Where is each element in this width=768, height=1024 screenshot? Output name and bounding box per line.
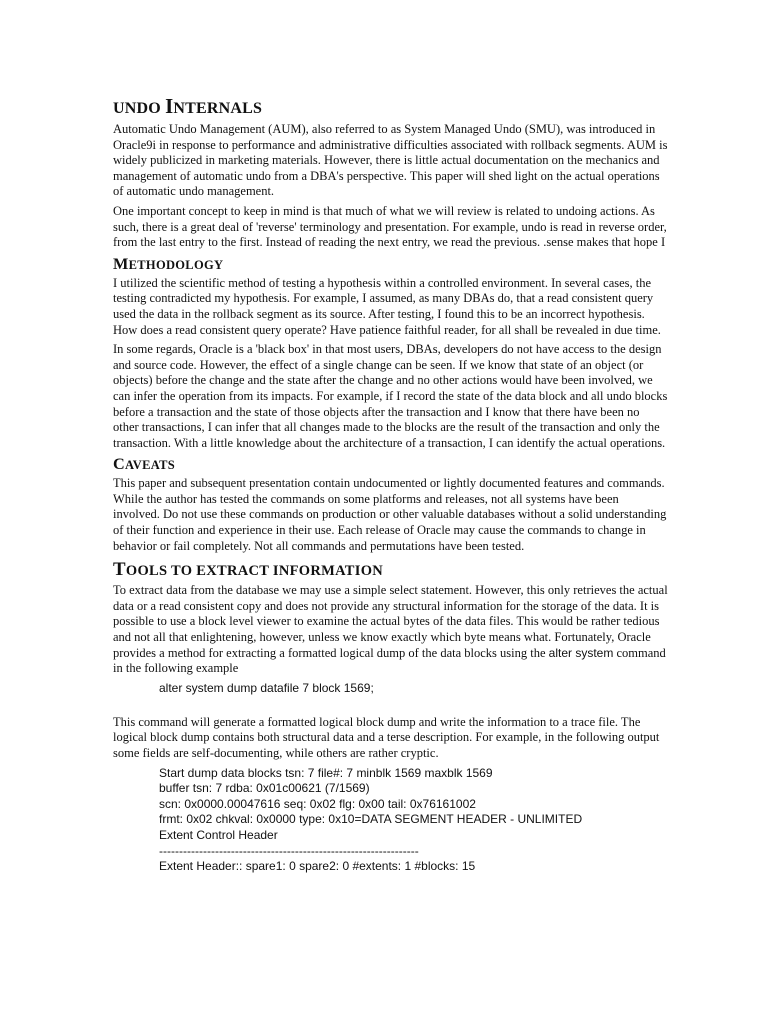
dump-separator: ----------------------------------------------------------------- xyxy=(159,843,419,858)
title-rest: NTERNALS xyxy=(173,100,263,117)
intro-paragraph-1: Automatic Undo Management (AUM), also referred to as System Managed Undo (SMU), was introduced in Oracle9i in response to performance and administrative difficulties associated with rollback segments. AUM is widely publicized in marketing materials. However, there is little actual documentation on the mechanics and management of automatic undo from a DBA's perspective. This paper will shed light on the actual operations of automatic undo management. xyxy=(113,122,668,199)
caveats-rest: AVEATS xyxy=(125,458,176,473)
dump-line: Extent Control Header xyxy=(159,827,278,842)
methodology-paragraph-2: In some regards, Oracle is a 'black box' in that most users, DBAs, developers do not have access to the design and source code. However, the effect of a single change can be seen. If we know that state of an object (or objects) before the change and the state after the change and no other actions would have been involved, we can infer the operation from its impacts. For example, if I record the state of the data block and all undo blocks before a transaction and the state of those objects after the transaction and I know that there have been no other transactions, I can infer that all changes made to the blocks are the result of the transaction and only the transaction. With a little knowledge about the architecture of a transaction, I can identify the actual operations. xyxy=(113,342,668,450)
caveats-paragraph: This paper and subsequent presentation contain undocumented or lightly documented features and commands. While the author has tested the commands on some platforms and releases, not all systems have been involved. Do not use these commands on production or other valuable databases without a solid understanding of their function and experience in their use. Each release of Oracle may cause the commands to change in behavior or fail completely. Not all commands and permutations have been tested. xyxy=(113,476,667,553)
block-dump-output xyxy=(159,766,668,875)
command-example: alter system dump datafile 7 block 1569; xyxy=(159,680,374,695)
tools-paragraph-1-tail: command in the following example xyxy=(113,645,666,676)
tools-paragraph-1-text: To extract data from the database we may use a simple select statement. However, this only retrieves the actual data or a read consistent copy and does not provide any structural information for the storage of the data. It is possible to use a block level viewer to examine the actual bytes of the data files. This would be rather tedious and not all that enlightening, however, unless we know exactly which byte means what. Fortunately, Oracle provides a method for extracting a formatted logical dump of the data blocks using the xyxy=(113,583,668,660)
tools-paragraph-1 xyxy=(113,583,668,677)
methodology-initial: M xyxy=(113,254,129,273)
intro-paragraph-2: One important concept to keep in mind is that much of what we will review is related to undoing actions. As such, there is a great deal of 'reverse' terminology and presentation. For example, undo is read in reverse order, from the last entry to the first. Instead of reading the next entry, we read the previous. .sense makes that hope I xyxy=(113,203,667,250)
tools-rest: OOLS TO EXTRACT INFORMATION xyxy=(125,563,384,580)
caveats-initial: C xyxy=(113,455,126,474)
title-first: UNDO xyxy=(113,100,166,117)
methodology-paragraph-1: I utilized the scientific method of testing a hypothesis within a controlled environment. In several cases, the testing contradicted my hypothesis. For example, I assumed, as many DBAs do, that a read consistent query used the data in the rollback segment as its source. After testing, I found this to be an incorrect hypothesis. How does a read consistent query operate? Have patience faithful reader, for all shall be revealed in due time. xyxy=(113,275,661,337)
dump-line: frmt: 0x02 chkval: 0x0000 type: 0x10=DATA SEGMENT HEADER - UNLIMITED xyxy=(159,812,583,827)
tools-initial: T xyxy=(113,559,126,581)
caveats-heading xyxy=(113,455,668,474)
page-title xyxy=(113,95,668,119)
methodology-rest: ETHODOLOGY xyxy=(128,257,224,272)
dump-line: buffer tsn: 7 rdba: 0x01c00621 (7/1569) xyxy=(159,781,370,796)
dump-line: Start dump data blocks tsn: 7 file#: 7 minblk 1569 maxblk 1569 xyxy=(159,765,493,780)
dump-line: Extent Header:: spare1: 0 spare2: 0 #extents: 1 #blocks: 15 xyxy=(159,859,476,874)
document-body xyxy=(113,95,668,875)
dump-line: scn: 0x0000.00047616 seq: 0x02 flg: 0x00 tail: 0x76161002 xyxy=(159,796,476,811)
tools-heading xyxy=(113,559,668,581)
methodology-heading xyxy=(113,255,668,274)
title-initial: I xyxy=(165,95,174,118)
inline-code: alter system xyxy=(548,645,614,660)
tools-paragraph-2: This command will generate a formatted logical block dump and write the information to a trace file. The logical block dump contains both structural data and a terse description. For example, in the following output some fields are self-documenting, while others are rather cryptic. xyxy=(113,714,660,760)
